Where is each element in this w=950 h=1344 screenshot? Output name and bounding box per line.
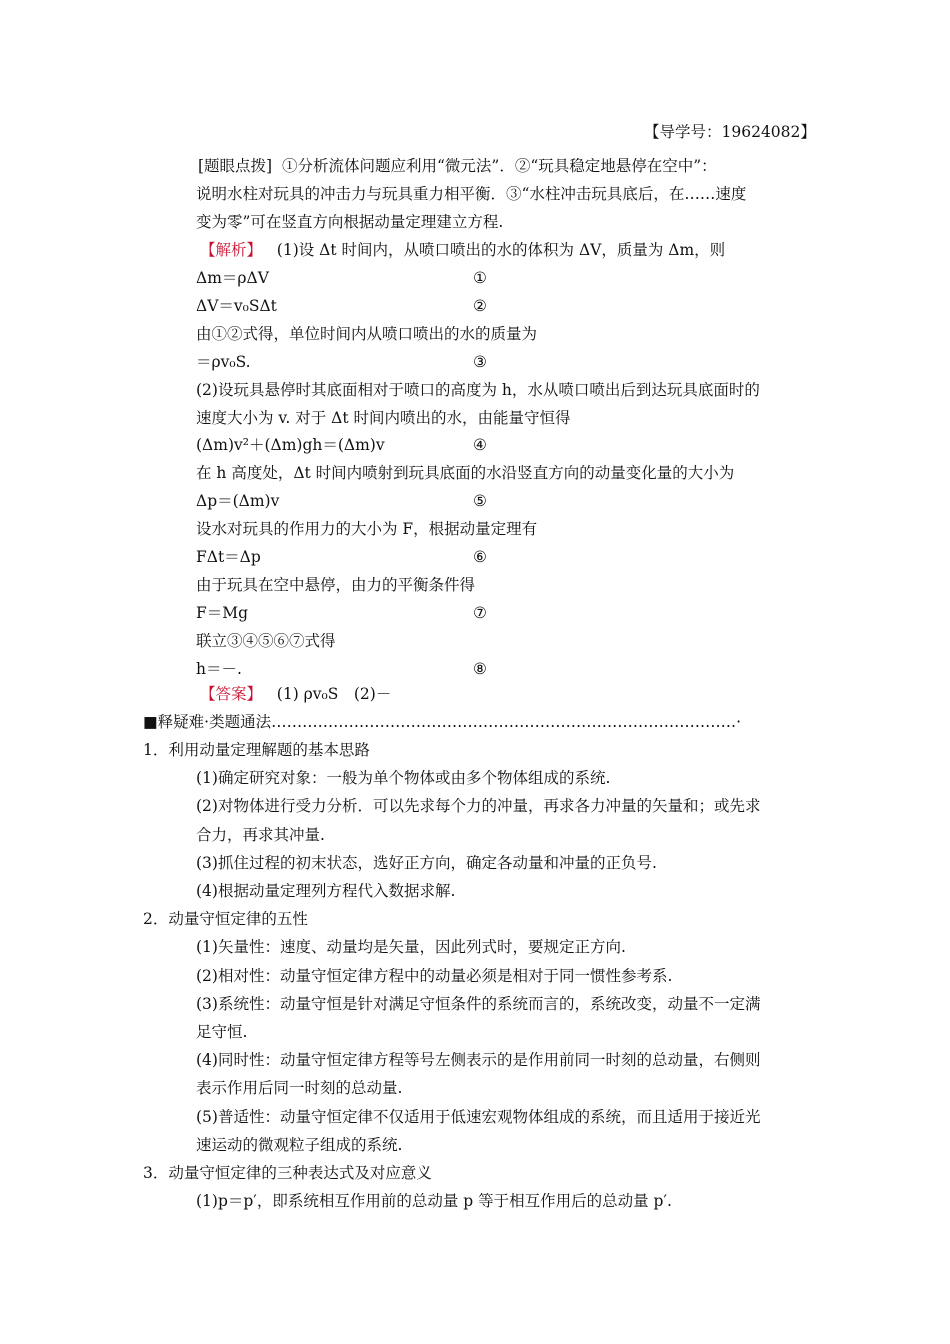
analysis-row: (Δm)v²＋(Δm)gh＝(Δm)v bbox=[196, 436, 385, 455]
point-line: 合力，再求其冲量. bbox=[196, 825, 325, 844]
analysis-row: 由于玩具在空中悬停，由力的平衡条件得 bbox=[196, 575, 476, 594]
point-line: (4)根据动量定理列方程代入数据求解. bbox=[196, 882, 456, 900]
analysis-row: ＝ρv₀S. bbox=[196, 352, 251, 371]
section-leader: ………………………………………………………………………………· bbox=[271, 713, 742, 731]
point-line: (3)系统性：动量守恒是针对满足守恒条件的系统而言的，系统改变，动量不一定满 bbox=[196, 994, 761, 1013]
point-line: (1)p＝p′，即系统相互作用前的总动量 p 等于相互作用后的总动量 p′. bbox=[196, 1192, 672, 1211]
equation-number: ② bbox=[473, 296, 487, 315]
point-heading: 2．动量守恒定律的五性 bbox=[143, 910, 308, 929]
analysis-row: 设水对玩具的作用力的大小为 F，根据动量定理有 bbox=[196, 520, 538, 539]
answer-label: 【答案】 bbox=[200, 685, 263, 703]
answer-line bbox=[200, 684, 391, 704]
equation-number: ⑥ bbox=[473, 548, 487, 566]
analysis-row: 由①②式得，单位时间内从喷口喷出的水的质量为 bbox=[196, 324, 538, 343]
point-heading: 1．利用动量定理解题的基本思路 bbox=[143, 741, 370, 759]
analysis-row: F＝Mg bbox=[196, 603, 249, 622]
point-line: (4)同时性：动量守恒定律方程等号左侧表示的是作用前同一时刻的总动量，右侧则 bbox=[196, 1051, 761, 1070]
analysis-row: 在 h 高度处，Δt 时间内喷射到玩具底面的水沿竖直方向的动量变化量的大小为 bbox=[196, 464, 735, 483]
point-line: (2)相对性：动量守恒定律方程中的动量必须是相对于同一惯性参考系. bbox=[196, 966, 673, 985]
hint-line-2: 说明水柱对玩具的冲击力与玩具重力相平衡．③“水柱冲击玩具底后，在……速度 bbox=[196, 185, 747, 203]
equation-number: ⑧ bbox=[473, 659, 487, 678]
equation-number: ① bbox=[473, 269, 487, 287]
equation-number: ⑤ bbox=[473, 492, 487, 511]
point-line: (1)确定研究对象：一般为单个物体或由多个物体组成的系统. bbox=[196, 769, 611, 788]
point-line: (3)抓住过程的初末状态，选好正方向，确定各动量和冲量的正负号. bbox=[196, 853, 657, 872]
section-title: ■释疑难·类题通法 bbox=[143, 713, 272, 731]
analysis-row: (2)设玩具悬停时其底面相对于喷口的高度为 h，水从喷口喷出后到达玩具底面时的 bbox=[196, 380, 760, 399]
analysis-row: Δm＝ρΔV bbox=[196, 269, 269, 287]
equation-number: ③ bbox=[473, 352, 487, 371]
hint-line-1: ①分析流体问题应利用“微元法”．②“玩具稳定地悬停在空中”： bbox=[281, 157, 717, 175]
point-heading: 3．动量守恒定律的三种表达式及对应意义 bbox=[143, 1164, 432, 1182]
analysis-intro: (1)设 Δt 时间内，从喷口喷出的水的体积为 ΔV，质量为 Δm，则 bbox=[276, 241, 726, 259]
point-line: 表示作用后同一时刻的总动量. bbox=[196, 1079, 403, 1098]
analysis-row: ΔV＝v₀SΔt bbox=[196, 296, 277, 315]
point-line: (5)普适性：动量守恒定律不仅适用于低速宏观物体组成的系统，而且适用于接近光 bbox=[196, 1107, 761, 1126]
point-line: 速运动的微观粒子组成的系统. bbox=[196, 1135, 403, 1154]
hint-label: [题眼点拨] bbox=[198, 157, 273, 175]
answer-text: (1) ρv₀S (2)－ bbox=[276, 685, 392, 703]
analysis-row: Δp＝(Δm)v bbox=[196, 492, 280, 511]
analysis-row: 速度大小为 v. 对于 Δt 时间内喷出的水，由能量守恒得 bbox=[196, 408, 571, 427]
guide-number: 【导学号：19624082】 bbox=[644, 123, 816, 141]
point-line: 足守恒. bbox=[196, 1023, 248, 1041]
analysis-label: 【解析】 bbox=[200, 241, 263, 259]
analysis-row: FΔt＝Δp bbox=[196, 548, 261, 566]
analysis-row: h＝－. bbox=[196, 659, 242, 678]
equation-number: ④ bbox=[473, 436, 487, 455]
section-header bbox=[143, 712, 741, 732]
point-line: (1)矢量性：速度、动量均是矢量，因此列式时，要规定正方向. bbox=[196, 938, 626, 957]
point-line: (2)对物体进行受力分析．可以先求每个力的冲量，再求各力冲量的矢量和；或先求 bbox=[196, 797, 761, 816]
hint-line-3: 变为零”可在竖直方向根据动量定理建立方程. bbox=[196, 213, 504, 231]
analysis-row: 联立③④⑤⑥⑦式得 bbox=[196, 631, 336, 650]
equation-number: ⑦ bbox=[473, 603, 487, 622]
